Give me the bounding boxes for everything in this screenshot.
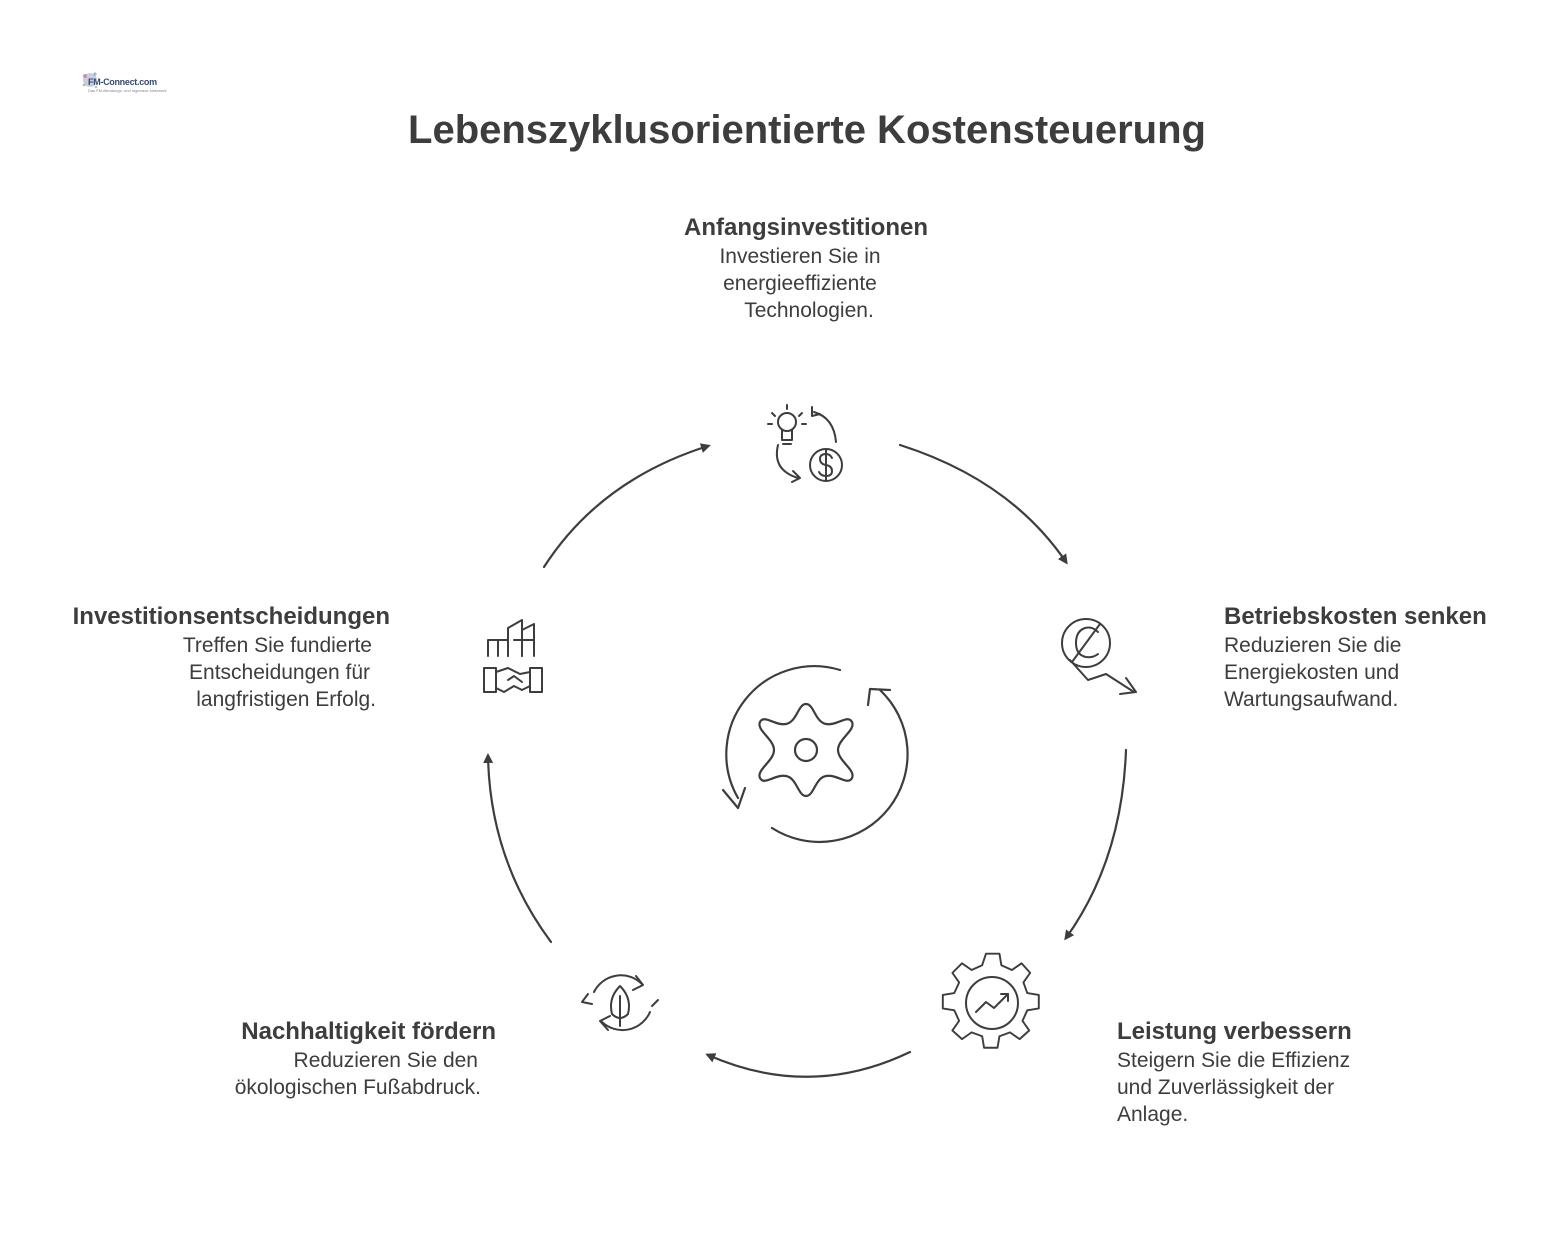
node-description: Reduzieren Sie den ökologischen Fußabdruck. — [234, 1049, 481, 1099]
leaf-recycle-icon — [582, 975, 658, 1030]
arrow-bottom-right-to-bottom-left — [708, 1052, 910, 1077]
cost-decrease-icon — [1062, 619, 1136, 694]
node-heading: Leistung verbessern — [1117, 1018, 1352, 1045]
node-description: Steigern Sie die Effizienz und Zuverlässigkeit der Anlage. — [1117, 1049, 1351, 1126]
arrow-top-to-right — [900, 445, 1066, 562]
node-nachhaltigkeit — [170, 1017, 496, 1101]
node-description: Reduzieren Sie die Energiekosten und Wartungsaufwand. — [1224, 634, 1402, 711]
building-handshake-icon — [484, 620, 542, 692]
node-description: Investieren Sie in energieeffiziente Technologien. — [719, 245, 881, 322]
node-description: Treffen Sie fundierte Entscheidungen für langfristigen Erfolg. — [182, 634, 376, 711]
node-anfangsinvestitionen — [646, 213, 966, 324]
lightbulb-dollar-cycle-icon — [768, 405, 842, 482]
node-betriebskosten — [1224, 602, 1487, 713]
gear-chart-icon — [943, 954, 1039, 1048]
node-heading: Nachhaltigkeit fördern — [241, 1018, 496, 1045]
arrow-bottom-left-to-left — [488, 756, 551, 942]
logo-subtext: Das FM-Beratungs- und Ingenieur-Netzwerk — [88, 88, 167, 93]
page-title: Lebenszyklusorientierte Kostensteuerung — [408, 108, 1206, 152]
node-investitionsentscheidungen — [40, 602, 390, 713]
arrow-left-to-top — [544, 446, 708, 567]
node-heading: Investitionsentscheidungen — [72, 603, 390, 630]
arrow-right-to-bottom-right — [1066, 750, 1126, 938]
node-heading: Anfangsinvestitionen — [683, 214, 929, 241]
logo-text: FM-Connect.com — [88, 77, 157, 87]
node-leistung — [1117, 1017, 1352, 1128]
node-heading: Betriebskosten senken — [1224, 603, 1487, 630]
gear-cycle-icon — [723, 666, 908, 842]
